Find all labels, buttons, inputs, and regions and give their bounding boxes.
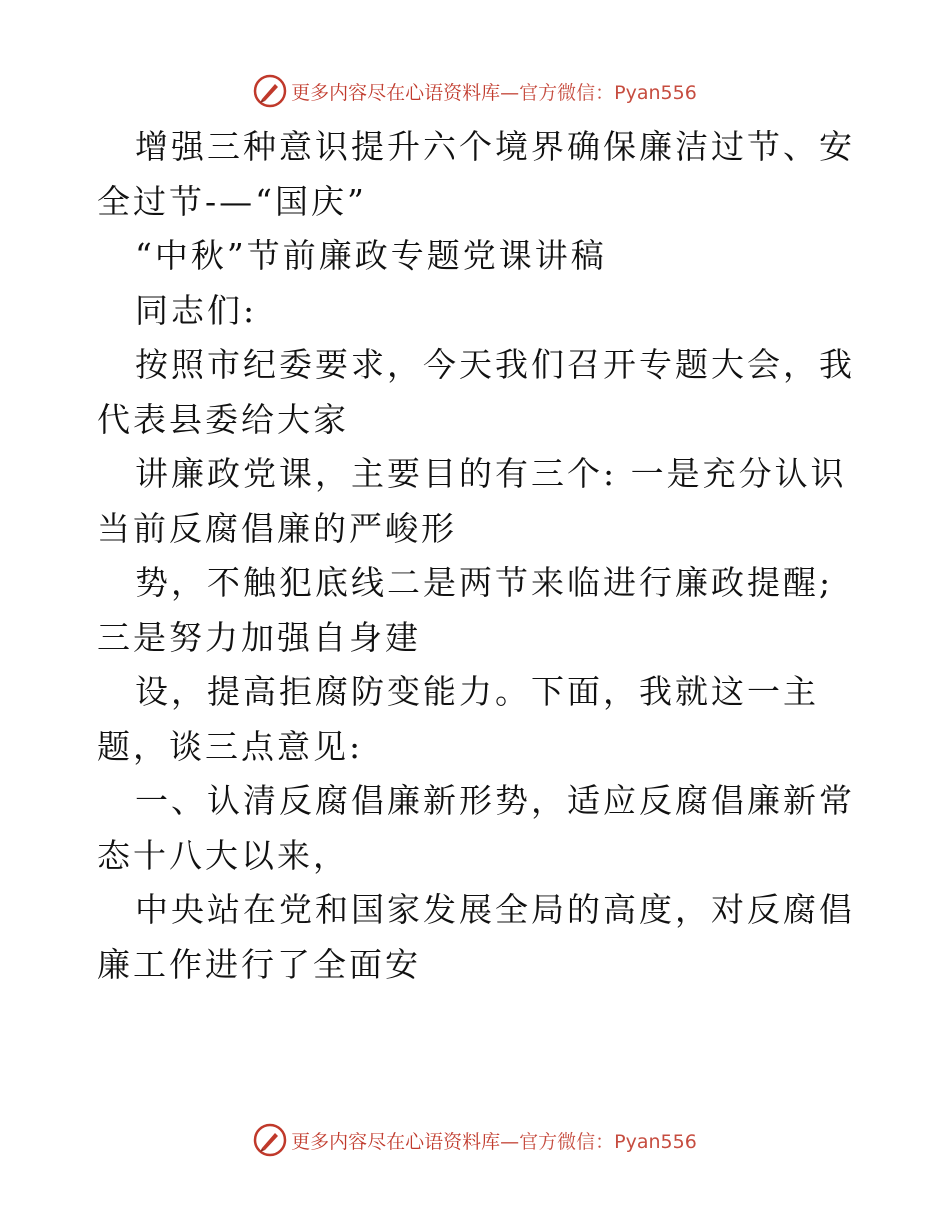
document-body bbox=[97, 120, 857, 992]
watermark-brand-text: 更多内容尽在心语资料库 bbox=[291, 1130, 501, 1153]
watermark-contact-text: —官方微信：Pyan556 bbox=[500, 1130, 697, 1153]
header-watermark bbox=[0, 71, 950, 111]
paragraph: 按照市纪委要求，今天我们召开专题大会，我代表县委给大家 bbox=[97, 345, 855, 439]
document-title: 增强三种意识提升六个境界确保廉洁过节、安全过节-—“国庆” bbox=[97, 127, 855, 221]
paragraph: 讲廉政党课，主要目的有三个: 一是充分认识当前反腐倡廉的严峻形 bbox=[97, 454, 847, 548]
quill-pen-icon bbox=[253, 74, 287, 108]
section-heading: 一、认清反腐倡廉新形势，适应反腐倡廉新常态十八大以来， bbox=[97, 781, 855, 875]
salutation: 同志们: bbox=[135, 290, 258, 330]
paragraph: 中央站在党和国家发展全局的高度，对反腐倡廉工作进行了全面安 bbox=[97, 890, 855, 984]
paragraph: 设，提高拒腐防变能力。下面，我就这一主题，谈三点意见: bbox=[97, 672, 819, 766]
watermark-contact-text: —官方微信：Pyan556 bbox=[500, 81, 697, 104]
watermark-brand-text: 更多内容尽在心语资料库 bbox=[291, 81, 501, 104]
quill-pen-icon bbox=[253, 1123, 287, 1157]
footer-watermark bbox=[0, 1120, 950, 1160]
document-subtitle: “中秋”节前廉政专题党课讲稿 bbox=[135, 236, 607, 275]
paragraph: 势，不触犯底线二是两节来临进行廉政提醒; 三是努力加强自身建 bbox=[97, 563, 834, 657]
